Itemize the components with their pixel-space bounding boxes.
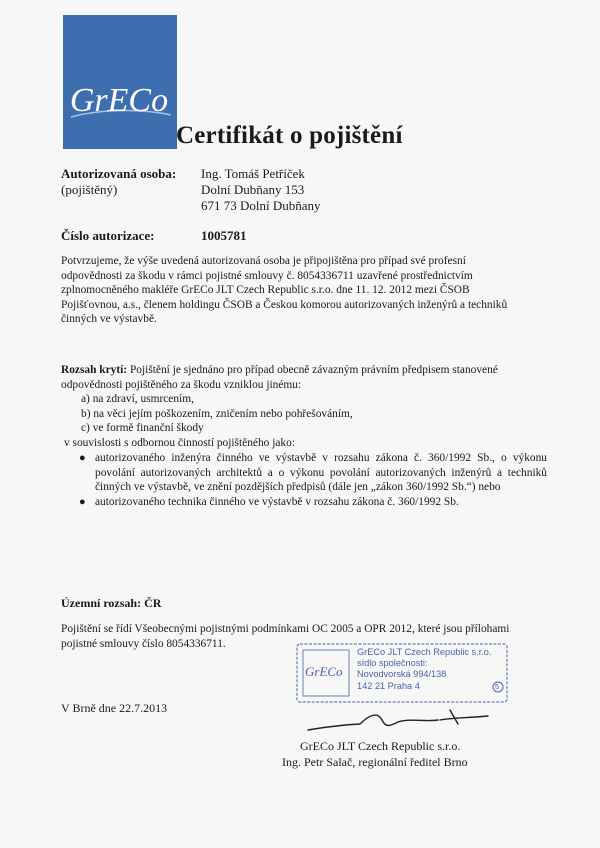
paragraph-line: činných ve výstavbě.: [61, 313, 157, 326]
authorization-number-label: Číslo autorizace:: [61, 228, 155, 243]
greco-logo-graphic: [63, 15, 177, 149]
insured-sublabel: (pojištěný): [61, 182, 118, 197]
stamp-company: GrECo JLT Czech Republic s.r.o.: [357, 647, 492, 657]
paragraph-line: Pojišťovnou, a.s., členem holdingu ČSOB a Českou komorou autorizovaných inženýrů a techniků: [61, 298, 508, 311]
coverage-item: c) ve formě finanční škody: [81, 422, 204, 435]
coverage-bullet: [79, 451, 549, 495]
bullet-line: činných ve výstavbě, ve znění pozdějších předpisů (dále jen „zákon 360/1992 Sb.“) nebo: [95, 481, 501, 494]
territory-label: Územní rozsah:: [61, 596, 142, 610]
company-stamp: [293, 640, 513, 706]
bullet-text: [95, 495, 547, 510]
stamp-seat-label: sídlo společnosti:: [357, 658, 428, 668]
paragraph-line: zplnomocněného makléře GrECo JLT Czech Republic s.r.o. dne 11. 12. 2012 mezi ČSOB: [61, 284, 470, 297]
bullet-icon: ●: [79, 496, 86, 508]
territory-value: ČR: [141, 596, 162, 610]
logo-text: GrECo: [69, 82, 169, 119]
coverage-label: Rozsah krytí:: [61, 364, 128, 376]
bullet-line: autorizovaného technika činného ve výstavbě v rozsahu zákona č. 360/1992 Sb.: [95, 496, 459, 508]
stamp-street: Novodvorská 994/138: [357, 669, 447, 679]
handwritten-signature: [300, 700, 500, 740]
coverage-context: v souvislosti s odbornou činností pojištěného jako:: [64, 437, 295, 449]
coverage-bullet: [79, 495, 549, 511]
conditions-line: Pojištění se řídí Všeobecnými pojistnými podmínkami OC 2005 a OPR 2012, které jsou přílohami: [61, 623, 510, 635]
coverage-intro: Pojištění je sjednáno pro případ obecně závazným právním předpisem stanovené: [127, 364, 498, 376]
bullet-line: autorizovaného inženýra činného ve výstavbě v rozsahu zákona č. 360/1992 Sb., o výkonu: [95, 452, 547, 464]
authorization-number: 1005781: [201, 228, 247, 243]
bullet-text: [95, 451, 547, 495]
stamp-number: 5: [495, 684, 499, 691]
confirmation-paragraph: [61, 254, 543, 327]
authorized-person-address-street: Dolní Dubňany 153: [201, 182, 305, 197]
signature-person: Ing. Petr Salač, regionální ředitel Brno: [282, 755, 468, 769]
bullet-line: povolání autorizovaných architektů a o výkonu povolání autorizovaných inženýrů a techniků: [95, 466, 547, 479]
greco-logo: [63, 15, 177, 149]
coverage-item: a) na zdraví, usmrcením,: [81, 393, 194, 405]
bullet-icon: ●: [79, 452, 86, 464]
place-and-date: V Brně dne 22.7.2013: [61, 701, 168, 715]
authorized-person-label: Autorizovaná osoba:: [61, 166, 177, 181]
page-title: Certifikát o pojištění: [176, 122, 403, 149]
coverage-intro-line-2: odpovědnosti pojištěného za škodu vzniklou jinému:: [61, 378, 302, 391]
coverage-items: [81, 392, 353, 436]
conditions-line: pojistné smlouvy číslo 8054336711.: [61, 637, 226, 650]
authorized-person-address-city: 671 73 Dolní Dubňany: [201, 198, 321, 213]
coverage-item: b) na věci jejím poškozením, zničením nebo pohřešováním,: [81, 407, 353, 420]
coverage-section: [61, 363, 543, 392]
paragraph-line: Potvrzujeme, že výše uvedená autorizovaná osoba je připojištěna pro případ své profesní: [61, 255, 466, 267]
signature-company: GrECo JLT Czech Republic s.r.o.: [300, 739, 461, 753]
authorized-person-name: Ing. Tomáš Petříček: [201, 166, 305, 181]
stamp-city: 142 21 Praha 4: [357, 681, 420, 691]
territory: [61, 595, 161, 611]
paragraph-line: odpovědnosti za škodu v rámci pojistné smlouvy č. 8054336711 uzavřené prostřednictvím: [61, 269, 473, 282]
stamp-logo: GrECo: [305, 664, 343, 679]
